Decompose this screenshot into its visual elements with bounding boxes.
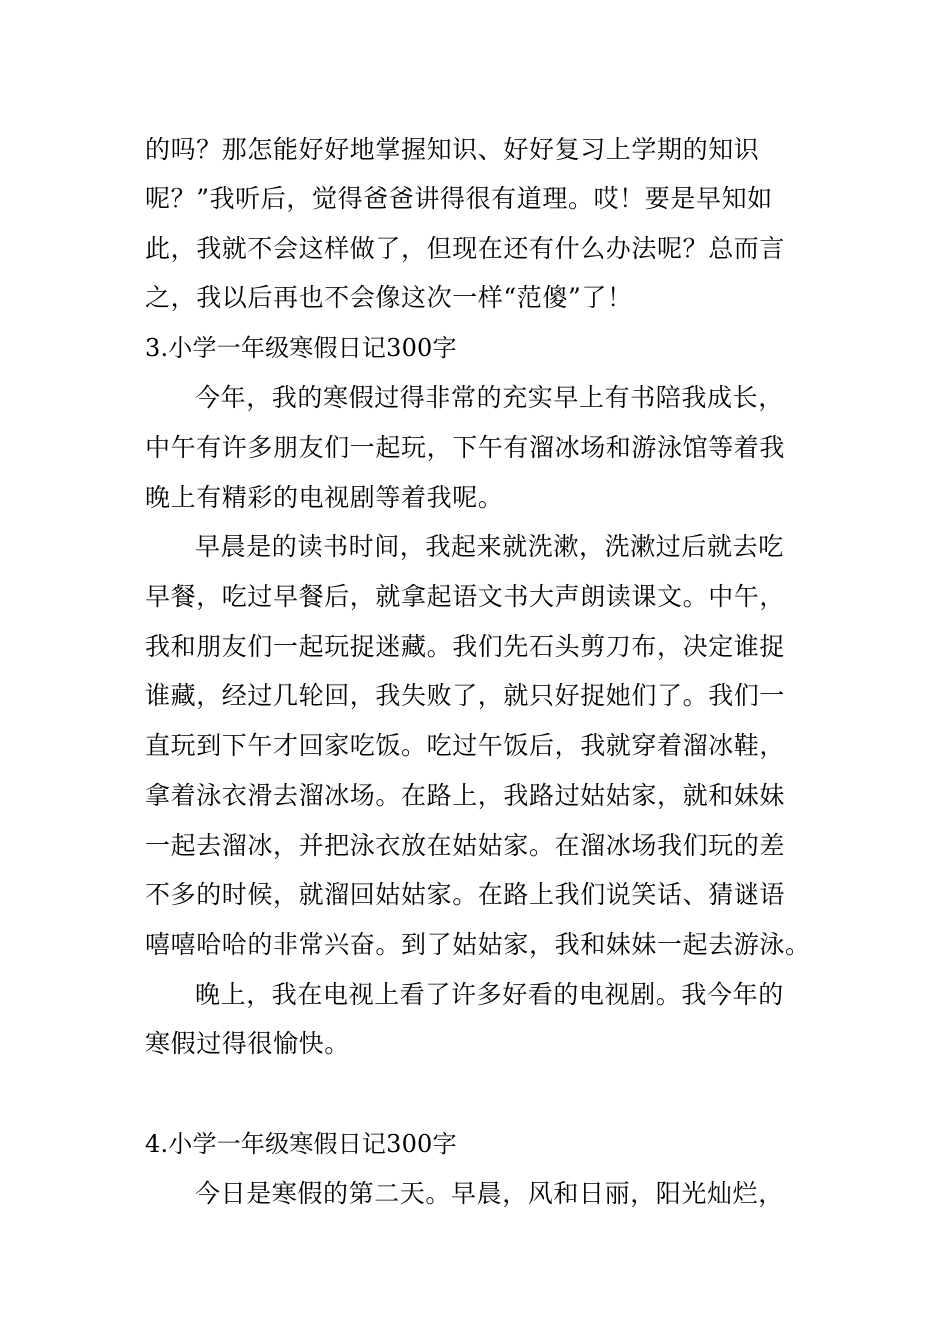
paragraph-line: 嘻嘻哈哈的非常兴奋。到了姑姑家，我和妹妹一起去游泳。 bbox=[145, 930, 811, 959]
paragraph-line: 拿着泳衣滑去溜冰场。在路上，我路过姑姑家，就和妹妹 bbox=[145, 781, 786, 810]
paragraph-line: 直玩到下午才回家吃饭。吃过午饭后，我就穿着溜冰鞋， bbox=[145, 731, 786, 760]
paragraph-line: 晚上有精彩的电视剧等着我呢。 bbox=[145, 483, 504, 512]
text-line: 之，我以后再也不会像这次一样“范傻”了！ bbox=[145, 283, 633, 312]
paragraph-line: 寒假过得很愉快。 bbox=[145, 1029, 350, 1058]
paragraph-line: 早晨是的读书时间，我起来就洗漱，洗漱过后就去吃 bbox=[195, 532, 784, 561]
paragraph-line: 今日是寒假的第二天。早晨，风和日丽，阳光灿烂， bbox=[195, 1179, 784, 1208]
paragraph-line: 晚上，我在电视上看了许多好看的电视剧。我今年的 bbox=[195, 980, 784, 1009]
paragraph-line: 今年，我的寒假过得非常的充实早上有书陪我成长， bbox=[195, 383, 784, 412]
paragraph-line: 中午有许多朋友们一起玩，下午有溜冰场和游泳馆等着我 bbox=[145, 433, 786, 462]
text-line: 此，我就不会这样做了，但现在还有什么办法呢？总而言 bbox=[145, 234, 786, 263]
text-line: 的吗？那怎能好好地掌握知识、好好复习上学期的知识 bbox=[145, 135, 760, 164]
paragraph-line: 早餐，吃过早餐后，就拿起语文书大声朗读课文。中午， bbox=[145, 582, 786, 611]
paragraph-line: 我和朋友们一起玩捉迷藏。我们先石头剪刀布，决定谁捉 bbox=[145, 632, 786, 661]
text-line: 呢？”我听后，觉得爸爸讲得很有道理。哎！要是早知如 bbox=[145, 184, 773, 213]
paragraph-line: 不多的时候，就溜回姑姑家。在路上我们说笑话、猜谜语 bbox=[145, 880, 786, 909]
paragraph-line: 一起去溜冰，并把泳衣放在姑姑家。在溜冰场我们玩的差 bbox=[145, 831, 786, 860]
section-heading: 4.小学一年级寒假日记300字 bbox=[145, 1130, 457, 1158]
section-heading: 3.小学一年级寒假日记300字 bbox=[145, 334, 457, 362]
paragraph-line: 谁藏，经过几轮回，我失败了，就只好捉她们了。我们一 bbox=[145, 681, 786, 710]
